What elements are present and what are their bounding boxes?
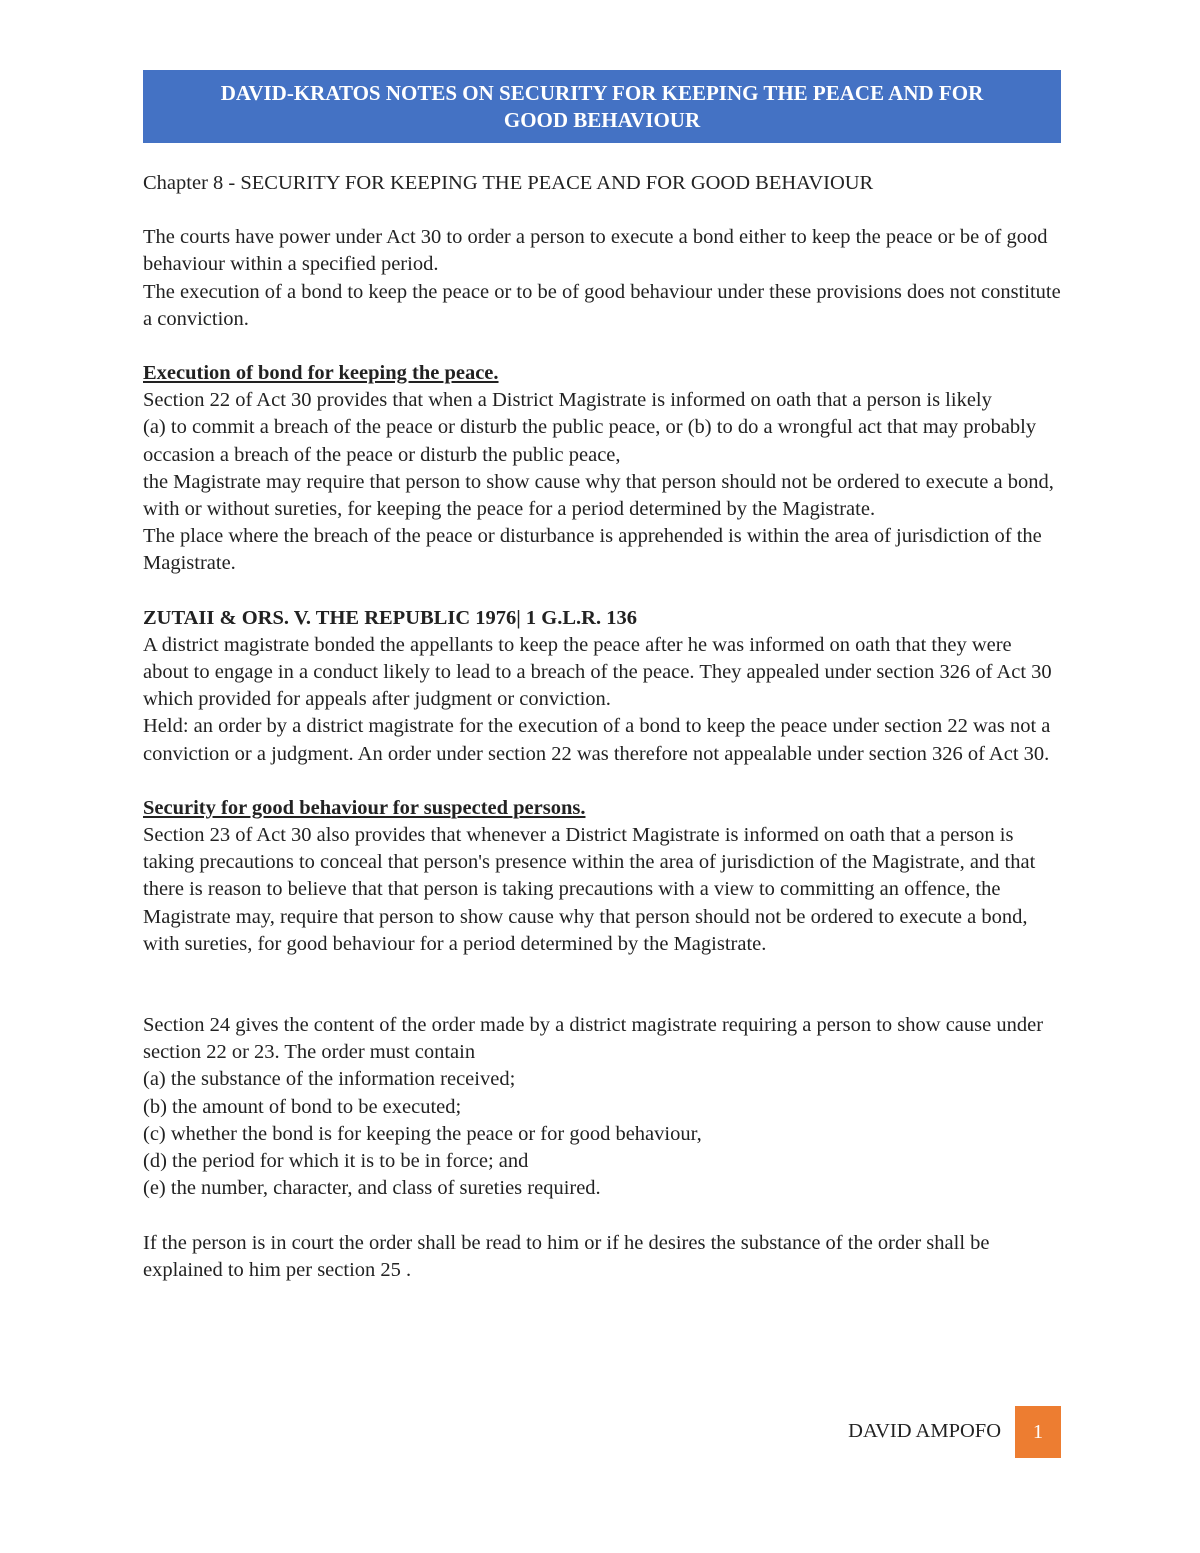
section-heading-keeping-peace: Execution of bond for keeping the peace. <box>143 362 499 385</box>
case-facts: A district magistrate bonded the appellants to keep the peace after he was informed on oath that they were about to engage in a conduct likely to lead to a breach of the peace. They appealed under section 326 of Act 30 which provided for appeals after judgment or conviction. <box>143 633 1052 711</box>
title-line-2: GOOD BEHAVIOUR <box>503 108 701 132</box>
intro-paragraph-2: The execution of a bond to keep the peace or to be of good behaviour under these provisions does not constitute a conviction. <box>143 280 1061 330</box>
chapter-heading: Chapter 8 - SECURITY FOR KEEPING THE PEACE AND FOR GOOD BEHAVIOUR <box>143 172 874 194</box>
page-footer <box>0 1406 1061 1458</box>
intro-paragraph-1: The courts have power under Act 30 to order a person to execute a bond either to keep the peace or be of good behaviour within a specified period. <box>143 226 1048 276</box>
document-page <box>143 70 1061 1284</box>
closing-paragraph: If the person is in court the order shall be read to him or if he desires the substance of the order shall be explained to him per section 25 . <box>143 1231 990 1281</box>
footer-author: DAVID AMPOFO <box>848 1420 1001 1442</box>
case-held: Held: an order by a district magistrate for the execution of a bond to keep the peace under section 22 was not a conviction or a judgment. An order under section 22 was therefore not appealable under section 326 of Act 30. <box>143 715 1051 765</box>
title-line-1: DAVID-KRATOS NOTES ON SECURITY FOR KEEPING THE PEACE AND FOR <box>220 81 984 105</box>
section-22-show-cause: the Magistrate may require that person to show cause why that person should not be ordered to execute a bond, with or without sureties, for keeping the peace for a period determined by the Magistrate. <box>143 470 1054 521</box>
section-24-intro: Section 24 gives the content of the order made by a district magistrate requiring a person to show cause under section 22 or 23. The order must contain <box>143 1014 1044 1064</box>
section-24-item-e: (e) the number, character, and class of sureties required. <box>143 1177 601 1200</box>
page-number: 1 <box>1032 1420 1044 1443</box>
section-23-paragraph: Section 23 of Act 30 also provides that whenever a District Magistrate is informed on oath that a person is taking precautions to conceal that person's presence within the area of jurisdiction of the Magistrate, and that there is reason to believe that that person is taking precautions with a view to committing an offence, the Magistrate may, require that person to show cause why that person should not be ordered to execute a bond, with sureties, for good behaviour for a period determined by the Magistrate. <box>143 824 1036 955</box>
section-heading-good-behaviour: Security for good behaviour for suspected persons. <box>143 796 586 819</box>
section-24-item-c: (c) whether the bond is for keeping the peace or for good behaviour, <box>143 1122 702 1145</box>
page-number-badge <box>1015 1406 1061 1458</box>
section-22-conditions: (a) to commit a breach of the peace or disturb the public peace, or (b) to do a wrongful act that may probably occasion a breach of the peace or disturb the public peace, <box>143 416 1037 466</box>
document-body <box>143 170 1061 1284</box>
section-24-item-a: (a) the substance of the information received; <box>143 1068 516 1091</box>
case-heading: ZUTAII & ORS. V. THE REPUBLIC 1976| 1 G.L.R. 136 <box>143 606 637 629</box>
section-24-item-b: (b) the amount of bond to be executed; <box>143 1095 462 1118</box>
section-22-jurisdiction: The place where the breach of the peace or disturbance is apprehended is within the area of jurisdiction of the Magistrate. <box>143 525 1042 575</box>
section-22-paragraph: Section 22 of Act 30 provides that when a District Magistrate is informed on oath that a person is likely <box>143 389 992 412</box>
section-24-item-d: (d) the period for which it is to be in force; and <box>143 1150 529 1173</box>
title-banner <box>143 70 1061 143</box>
